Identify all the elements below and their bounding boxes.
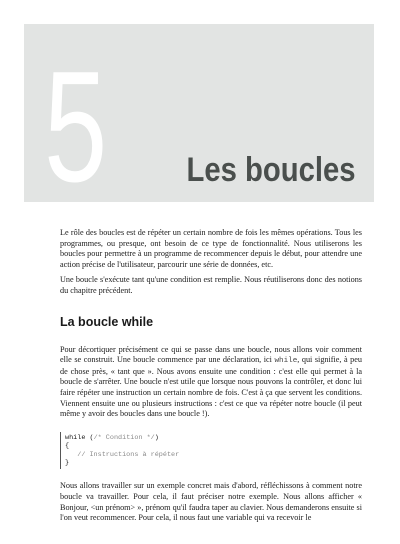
text-span: Pour décortiquer précisément ce qui se passe dans une boucle, nous allons voir comment elle se construit. Une boucle commence par une déclaration, ici xyxy=(60,344,362,365)
body-paragraph: Nous allons travailler sur un exemple concret mais d'abord, réfléchissons à comment notre boucle va travailler. Pour cela, il faut préciser notre exemple. Nous allons afficher « Bonjour, <un prénom> », prénom qu'il faudra taper au clavier. Nous demanderons ensuite si l'on veut recommencer. Pour cela, il nous faut une variable qui va recevoir le xyxy=(60,481,362,523)
intro-paragraph: Une boucle s'exécute tant qu'une condition est remplie. Nous réutiliserons donc des notions du chapitre précédent. xyxy=(60,275,362,295)
chapter-title: Les boucles xyxy=(186,151,356,189)
chapter-number: 5 xyxy=(44,39,106,215)
code-text: } xyxy=(65,458,70,467)
inline-code: while xyxy=(274,357,298,366)
text-span: , qui signifie, à peu de chose près, « tant que ». Nous avons ensuite une condition : c'est elle qui permet à la boucle de s'arrêter. Une boucle n'est utile que lorsque nous pouvons la contrôler, et donc lui faire répéter une instruction un certain nombre de fois. C'est à ça que servent les conditions. Viennent ensuite une ou plusieurs instructions : c'est ce que va répéter notre boucle (il peut même y avoir des boucles dans une boucle !). xyxy=(60,355,362,419)
code-text: ) xyxy=(154,433,159,442)
intro-paragraph: Le rôle des boucles est de répéter un certain nombre de fois les mêmes opérations. Tous les programmes, ou presque, ont besoin de ce type de fonctionnalité. Nous utiliserons les boucles pour permettre à un programme de recommencer depuis le début, pour attendre une action précise de l'utilisateur, parcourir une série de données, etc. xyxy=(60,228,362,269)
page-content xyxy=(60,228,362,529)
section-heading: La boucle while xyxy=(60,314,154,329)
code-text: while ( xyxy=(65,433,94,442)
code-text: { xyxy=(65,442,70,451)
code-block xyxy=(60,432,362,470)
code-comment: // Instructions à répéter xyxy=(65,450,180,459)
body-paragraph xyxy=(60,345,362,420)
code-comment: /* Condition */ xyxy=(93,433,155,442)
